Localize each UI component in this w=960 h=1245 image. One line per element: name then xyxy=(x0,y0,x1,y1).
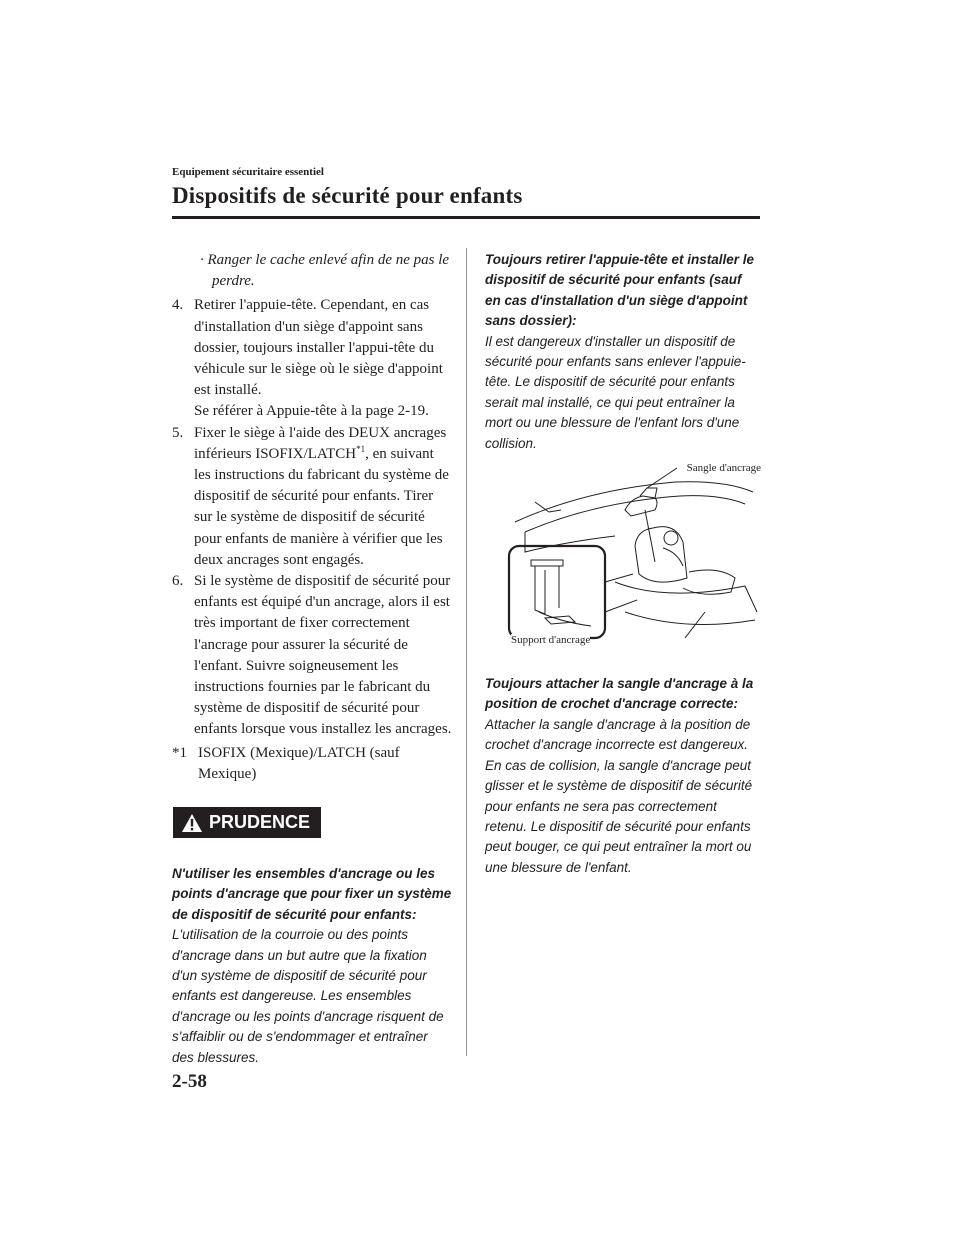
section-label: Equipement sécuritaire essentiel xyxy=(172,166,324,178)
footnote xyxy=(172,743,452,785)
warning-block-1 xyxy=(485,250,760,454)
warning-1-heading: Toujours retirer l'appuie-tête et installer le dispositif de sécurité pour enfants (sauf en cas d'installation d'un siège d'appoint sans dossier): xyxy=(485,252,755,329)
page-number: 2-58 xyxy=(172,1071,207,1092)
warning-1-body: Il est dangereux d'installer un dispositif de sécurité pour enfants sans enlever l'appuie-tête. Le dispositif de sécurité pour enfants serait mal installé, ce qui peut entraîner la mort ou une blessure de l'enfant lors d'une collision. xyxy=(485,333,746,451)
step-5-text-b: , en suivant les instructions du fabricant du système de dispositif de sécurité pour enfants. Tirer sur le système de dispositif de sécurité pour enfants de manière à vérifier que les deux ancrages sont engagés. xyxy=(194,445,449,568)
step-text: Si le système de dispositif de sécurité pour enfants est équipé d'un ancrage, alors il est très important de fixer correctement l'ancrage pour assurer la sécurité de l'enfant. Suivre soigneusement les instructions fournies par le fabricant du système de dispositif de sécurité pour enfants lorsque vous installez les ancrages. xyxy=(194,573,452,738)
column-divider xyxy=(466,248,467,1056)
page-title: Dispositifs de sécurité pour enfants xyxy=(172,183,523,208)
caution-badge xyxy=(173,807,321,838)
warning-block-2 xyxy=(485,674,760,878)
left-column xyxy=(172,250,452,1068)
warning-2-heading: Toujours attacher la sangle d'ancrage à la position de crochet d'ancrage correcte: xyxy=(485,676,754,712)
step-4-ref: Se référer à Appuie-tête à la page 2-19. xyxy=(194,403,429,420)
title-rule xyxy=(172,216,760,219)
figure-label-support: Support d'ancrage xyxy=(511,634,591,647)
caution-block xyxy=(172,864,452,1068)
child-seat-illustration xyxy=(505,462,765,648)
step-6 xyxy=(172,571,452,741)
step-number: 6. xyxy=(172,573,184,590)
step-4-text: Retirer l'appuie-tête. Cependant, en cas d'installation d'un siège d'appoint sans dossier, toujours installer l'appui-tête du véhicule sur le siège où le siège d'appoint est installé. xyxy=(194,297,443,399)
footnote-ref: *1 xyxy=(356,443,366,454)
step-text xyxy=(194,295,452,422)
warning-triangle-icon xyxy=(181,813,203,833)
bullet-text: Ranger le cache enlevé afin de ne pas le perdre. xyxy=(207,252,450,290)
step-number: 5. xyxy=(172,424,184,441)
footnote-text: ISOFIX (Mexique)/LATCH (sauf Mexique) xyxy=(198,744,400,782)
figure-label-sangle: Sangle d'ancrage xyxy=(686,462,761,475)
step-number: 4. xyxy=(172,297,184,314)
tether-figure xyxy=(505,462,765,648)
caution-heading: N'utiliser les ensembles d'ancrage ou les points d'ancrage que pour fixer un système de dispositif de sécurité pour enfants: xyxy=(172,865,452,922)
warning-2-body: Attacher la sangle d'ancrage à la position de crochet d'ancrage incorrecte est dangereux. En cas de collision, la sangle d'ancrage peut glisser et le système de dispositif de sécurité pour enfants ne sera pas correctement retenu. Le dispositif de sécurité pour enfants peut bouger, ce qui peut entraîner la mort ou une blessure de l'enfant. xyxy=(485,716,753,875)
step-4 xyxy=(172,295,452,422)
step-5 xyxy=(172,423,452,571)
footnote-mark: *1 xyxy=(172,744,187,761)
bullet-item: · Ranger le cache enlevé afin de ne pas le perdre. xyxy=(200,252,450,290)
step-5-text-a: Fixer le siège à l'aide des DEUX ancrages inférieurs ISOFIX/LATCH xyxy=(194,424,447,462)
step-text xyxy=(194,423,452,571)
caution-body: L'utilisation de la courroie ou des points d'ancrage dans un but autre que la fixation d'un système de dispositif de sécurité pour enfants est dangereuse. Les ensembles d'ancrage ou les points d'ancrage risquent de s'affaiblir ou de s'endommager et entraîner des blessures. xyxy=(172,927,444,1065)
caution-label: PRUDENCE xyxy=(209,812,311,833)
right-column xyxy=(485,250,760,878)
